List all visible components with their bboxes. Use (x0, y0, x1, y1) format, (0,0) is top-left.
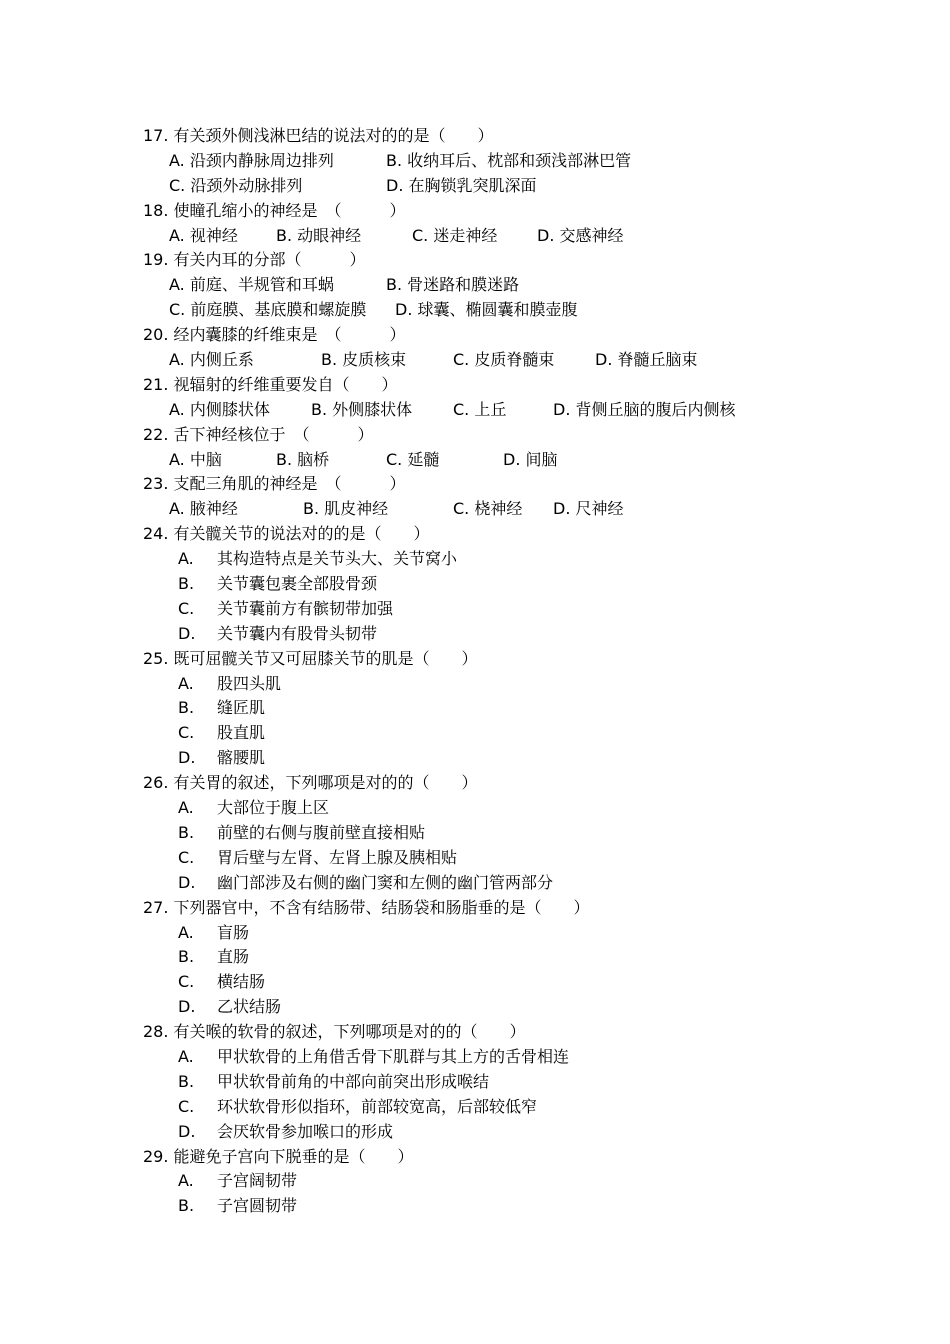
answer-option (143, 821, 863, 846)
option-letter: B. (178, 822, 195, 842)
answer-option: C. 前庭膜、基底膜和螺旋膜 (169, 300, 367, 320)
option-letter: C. (178, 1096, 195, 1116)
answer-option: B. 脑桥 (276, 449, 330, 469)
option-letter: D. (178, 872, 196, 892)
answer-option: A. 沿颈内静脉周边排列 (169, 150, 334, 170)
answer-option: B. 收纳耳后、枕部和颈浅部淋巴管 (386, 150, 632, 170)
answer-option (143, 1169, 863, 1194)
option-text: 股直肌 (217, 723, 266, 743)
option-letter: D. (178, 1121, 196, 1141)
question-stem: 29. 能避免子宫向下脱垂的是（ ） (143, 1146, 414, 1166)
option-row (143, 448, 863, 473)
answer-option: C. 迷走神经 (412, 225, 498, 245)
answer-option (143, 1045, 863, 1070)
answer-option (143, 970, 863, 995)
option-text: 胃后壁与左肾、左肾上腺及胰相贴 (217, 847, 458, 867)
option-letter: A. (178, 549, 194, 569)
option-text: 其构造特点是关节头大、关节窝小 (217, 549, 458, 569)
option-row (143, 273, 863, 298)
answer-option (143, 696, 863, 721)
option-row (143, 149, 863, 174)
option-text: 幽门部涉及右侧的幽门窦和左侧的幽门管两部分 (217, 872, 554, 892)
option-text: 大部位于腹上区 (217, 798, 330, 818)
option-text: 甲状软骨前角的中部向前突出形成喉结 (217, 1071, 490, 1091)
option-text: 甲状软骨的上角借舌骨下肌群与其上方的舌骨相连 (217, 1046, 570, 1066)
question-list (143, 124, 863, 1219)
option-row (143, 497, 863, 522)
option-text: 子宫阔韧带 (217, 1171, 298, 1191)
question-stem: 28. 有关喉的软骨的叙述，下列哪项是对的的（ ） (143, 1022, 526, 1042)
question-stem: 20. 经内囊膝的纤维束是 （ ） (143, 325, 406, 345)
option-text: 髂腰肌 (217, 748, 266, 768)
question-stem: 18. 使瞳孔缩小的神经是 （ ） (143, 200, 406, 220)
option-letter: B. (178, 947, 195, 967)
option-letter: D. (178, 748, 196, 768)
option-text: 缝匠肌 (217, 698, 266, 718)
answer-option (143, 672, 863, 697)
answer-option (143, 846, 863, 871)
option-letter: A. (178, 798, 194, 818)
answer-option (143, 796, 863, 821)
option-letter: B. (178, 698, 195, 718)
option-row (143, 224, 863, 249)
question-stem: 27. 下列器官中，不含有结肠带、结肠袋和肠脂垂的是（ ） (143, 897, 590, 917)
answer-option (143, 622, 863, 647)
question-stem: 19. 有关内耳的分部（ ） (143, 250, 366, 270)
answer-option (143, 945, 863, 970)
option-text: 关节囊内有股骨头韧带 (217, 623, 378, 643)
answer-option: A. 前庭、半规管和耳蜗 (169, 275, 334, 295)
option-row (143, 298, 863, 323)
answer-option: A. 腋神经 (169, 499, 238, 519)
answer-option: B. 肌皮神经 (303, 499, 389, 519)
answer-option: A. 内侧膝状体 (169, 399, 270, 419)
answer-option: B. 外侧膝状体 (311, 399, 413, 419)
answer-option (143, 1070, 863, 1095)
option-text: 股四头肌 (217, 673, 282, 693)
option-letter: A. (178, 922, 194, 942)
option-text: 乙状结肠 (217, 997, 282, 1017)
answer-option (143, 1095, 863, 1120)
answer-option: A. 中脑 (169, 449, 222, 469)
answer-option (143, 746, 863, 771)
option-text: 横结肠 (217, 972, 266, 992)
answer-option (143, 572, 863, 597)
answer-option: D. 交感神经 (537, 225, 624, 245)
answer-option: A. 内侧丘系 (169, 350, 254, 370)
answer-option (143, 1194, 863, 1219)
answer-option: B. 骨迷路和膜迷路 (386, 275, 520, 295)
option-letter: B. (178, 1071, 195, 1091)
answer-option: D. 背侧丘脑的腹后内侧核 (553, 399, 736, 419)
option-letter: D. (178, 997, 196, 1017)
answer-option: C. 沿颈外动脉排列 (169, 175, 303, 195)
option-letter: C. (178, 598, 195, 618)
option-row (143, 398, 863, 423)
answer-option: D. 脊髓丘脑束 (595, 350, 698, 370)
option-letter: C. (178, 972, 195, 992)
answer-option (143, 1120, 863, 1145)
option-letter: B. (178, 1196, 195, 1216)
answer-option: A. 视神经 (169, 225, 238, 245)
option-letter: C. (178, 723, 195, 743)
answer-option: C. 上丘 (453, 399, 507, 419)
option-letter: C. (178, 847, 195, 867)
question-stem: 22. 舌下神经核位于 （ ） (143, 424, 374, 444)
answer-option (143, 547, 863, 572)
option-letter: A. (178, 1046, 194, 1066)
option-text: 子宫圆韧带 (217, 1196, 298, 1216)
option-text: 关节囊前方有髌韧带加强 (217, 598, 394, 618)
option-row (143, 348, 863, 373)
answer-option: D. 间脑 (503, 449, 558, 469)
answer-option: C. 桡神经 (453, 499, 523, 519)
question-stem: 25. 既可屈髋关节又可屈膝关节的肌是（ ） (143, 648, 478, 668)
option-text: 直肠 (217, 947, 250, 967)
option-text: 前壁的右侧与腹前壁直接相贴 (217, 822, 426, 842)
question-stem: 24. 有关髋关节的说法对的的是（ ） (143, 524, 430, 544)
question-stem: 21. 视辐射的纤维重要发自（ ） (143, 374, 398, 394)
answer-option: C. 延髓 (386, 449, 440, 469)
option-letter: D. (178, 623, 196, 643)
answer-option: D. 在胸锁乳突肌深面 (386, 175, 537, 195)
question-stem: 23. 支配三角肌的神经是 （ ） (143, 474, 406, 494)
option-row (143, 174, 863, 199)
answer-option: D. 球囊、椭圆囊和膜壶腹 (395, 300, 578, 320)
answer-option: C. 皮质脊髓束 (453, 350, 555, 370)
answer-option (143, 995, 863, 1020)
answer-option: B. 动眼神经 (276, 225, 362, 245)
question-stem: 26. 有关胃的叙述，下列哪项是对的的（ ） (143, 773, 478, 793)
option-letter: A. (178, 673, 194, 693)
answer-option (143, 921, 863, 946)
answer-option (143, 721, 863, 746)
option-text: 环状软骨形似指环，前部较宽高，后部较低窄 (217, 1096, 538, 1116)
option-text: 关节囊包裹全部股骨颈 (217, 574, 378, 594)
option-letter: A. (178, 1171, 194, 1191)
option-text: 会厌软骨参加喉口的形成 (217, 1121, 394, 1141)
option-text: 盲肠 (217, 922, 250, 942)
answer-option (143, 871, 863, 896)
option-letter: B. (178, 574, 195, 594)
answer-option (143, 597, 863, 622)
question-stem: 17. 有关颈外侧浅淋巴结的说法对的的是（ ） (143, 126, 494, 145)
answer-option: B. 皮质核束 (321, 350, 407, 370)
answer-option: D. 尺神经 (553, 499, 624, 519)
